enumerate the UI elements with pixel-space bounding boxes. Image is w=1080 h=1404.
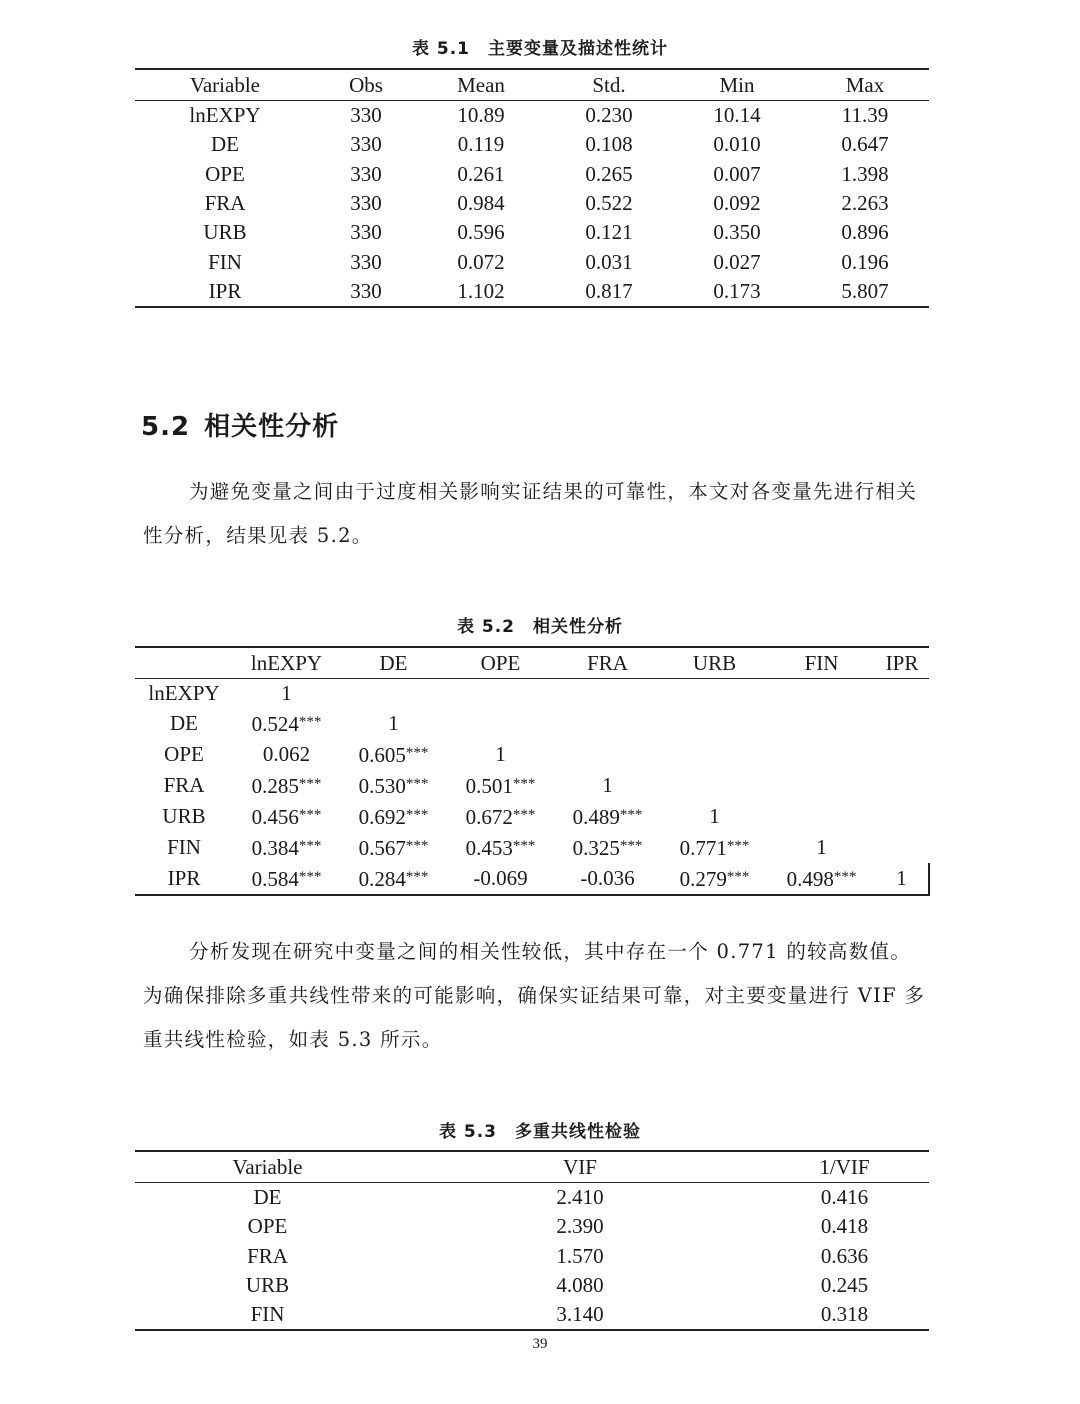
table-cell [447, 739, 554, 770]
table-cell: 0.261 [457, 161, 505, 186]
table-cell [447, 863, 554, 895]
table-cell [661, 863, 768, 895]
page-number: 39 [532, 1336, 548, 1352]
coefficient-value: 0.062 [262, 742, 311, 767]
table-cell: 2.263 [841, 191, 889, 216]
coefficient-value: 1 [709, 804, 720, 829]
coefficient-value: 0.279 [679, 867, 727, 892]
column-header: VIF [400, 1151, 760, 1183]
table-cell [875, 708, 929, 739]
table-row [135, 1271, 929, 1300]
table-cell [875, 679, 929, 709]
vif-table [135, 1150, 929, 1331]
row-label: FRA [247, 1243, 288, 1268]
column-header: DE [340, 647, 447, 679]
table-row [135, 1183, 929, 1213]
descriptive-statistics-table [135, 68, 929, 308]
table-cell: 0.265 [585, 161, 633, 186]
table-row [135, 1300, 929, 1330]
row-label: OPE [247, 1214, 288, 1239]
table-row [135, 1212, 929, 1241]
table-row [135, 160, 929, 189]
caption-number: 表 5.3 [438, 1122, 498, 1142]
table-cell: 0.522 [585, 191, 633, 216]
table-cell [447, 770, 554, 801]
table-cell: 1.398 [841, 161, 889, 186]
table-cell: 0.596 [457, 220, 505, 245]
table-cell [340, 801, 447, 832]
section-number: 5.2 [141, 412, 191, 442]
caption-title: 主要变量及描述性统计 [488, 39, 669, 59]
table-cell: 0.636 [820, 1243, 869, 1268]
significance-stars: *** [512, 807, 536, 824]
column-header: Variable [135, 69, 315, 101]
significance-stars: *** [619, 807, 643, 824]
table-cell: 330 [350, 161, 382, 186]
table-cell: 0.027 [713, 249, 761, 274]
row-label: DE [211, 132, 239, 157]
table-cell [875, 770, 929, 801]
significance-stars: *** [405, 807, 429, 824]
table-cell [233, 801, 340, 832]
significance-stars: *** [298, 714, 322, 731]
column-header: IPR [875, 647, 929, 679]
row-label: lnEXPY [148, 681, 220, 706]
table-cell [340, 679, 447, 709]
table-cell [768, 739, 875, 770]
table-cell [768, 708, 875, 739]
table-header-row [135, 1151, 929, 1183]
column-header: 1/VIF [760, 1151, 929, 1183]
table-header-row [135, 69, 929, 101]
table-cell [233, 863, 340, 895]
coefficient-value: 0.325 [572, 836, 620, 861]
row-label: DE [253, 1185, 282, 1210]
table-cell: 0.350 [713, 220, 761, 245]
table-cell [447, 832, 554, 863]
significance-stars: *** [512, 838, 536, 855]
significance-stars: *** [405, 776, 429, 793]
table-cell: 330 [350, 220, 382, 245]
table-cell: 11.39 [841, 103, 889, 128]
table-cell [447, 801, 554, 832]
section-heading [141, 406, 339, 443]
table-cell [340, 770, 447, 801]
table-cell [340, 739, 447, 770]
significance-stars: *** [512, 776, 536, 793]
table-cell [661, 708, 768, 739]
table-cell [233, 739, 340, 770]
column-header: Std. [545, 69, 673, 101]
table-cell [875, 801, 929, 832]
coefficient-value: -0.036 [580, 866, 635, 891]
coefficient-value: 1 [495, 742, 506, 767]
table-cell [340, 708, 447, 739]
row-label: FIN [135, 1300, 400, 1330]
significance-stars: *** [405, 838, 429, 855]
table-cell: 0.896 [841, 220, 889, 245]
table-5-1-caption [0, 34, 1080, 59]
table-row [135, 739, 929, 770]
row-label: lnEXPY [189, 103, 261, 128]
table-cell: 0.092 [713, 191, 761, 216]
table-cell [340, 832, 447, 863]
coefficient-value: 0.771 [679, 836, 727, 861]
table-cell [233, 770, 340, 801]
coefficient-value: 1 [816, 835, 827, 860]
significance-stars: *** [726, 869, 750, 886]
coefficient-value: 0.456 [251, 805, 299, 830]
table-cell: 0.318 [760, 1300, 929, 1330]
column-header: Mean [417, 69, 545, 101]
table-cell [768, 770, 875, 801]
column-header [135, 647, 233, 679]
row-label: FRA [204, 191, 246, 216]
table-cell: 0.173 [673, 277, 801, 307]
table-cell: 330 [315, 277, 417, 307]
table-cell [661, 832, 768, 863]
table-cell: 330 [350, 132, 382, 157]
table-cell: 0.984 [457, 191, 505, 216]
table-cell [661, 739, 768, 770]
caption-number: 表 5.1 [411, 39, 471, 59]
table-row [135, 247, 929, 276]
table-cell: 0.647 [841, 132, 889, 157]
table-cell [447, 708, 554, 739]
table-cell [554, 863, 661, 895]
significance-stars: *** [405, 869, 429, 886]
row-label: FIN [167, 835, 201, 860]
coefficient-value: 0.384 [251, 836, 299, 861]
table-cell: 10.89 [457, 103, 505, 128]
correlation-table [135, 646, 930, 896]
significance-stars: *** [405, 745, 429, 762]
row-label: IPR [135, 863, 233, 895]
table-cell: 1.102 [417, 277, 545, 307]
table-cell [875, 739, 929, 770]
table-cell: 2.390 [556, 1214, 604, 1239]
paragraph-correlation-intro [143, 470, 928, 558]
column-header: FIN [768, 647, 875, 679]
significance-stars: *** [298, 869, 322, 886]
caption-title: 相关性分析 [533, 617, 624, 637]
table-row [135, 218, 929, 247]
table-cell: 0.108 [585, 132, 633, 157]
table-cell: 5.807 [801, 277, 929, 307]
table-cell [233, 708, 340, 739]
row-label: FRA [163, 773, 205, 798]
table-cell: 0.418 [820, 1214, 869, 1239]
table-row [135, 679, 929, 709]
significance-stars: *** [726, 838, 750, 855]
table-cell [554, 770, 661, 801]
column-header: URB [661, 647, 768, 679]
column-header: OPE [447, 647, 554, 679]
table-cell: 0.119 [457, 132, 505, 157]
table-row [135, 101, 929, 131]
table-cell [661, 679, 768, 709]
table-row [135, 708, 929, 739]
table-cell: 0.010 [713, 132, 761, 157]
table-cell: 4.080 [556, 1273, 604, 1298]
significance-stars: *** [298, 838, 322, 855]
coefficient-value: 0.692 [358, 805, 406, 830]
coefficient-value: 0.489 [572, 805, 620, 830]
row-label: OPE [205, 161, 245, 186]
table-cell [554, 801, 661, 832]
significance-stars: *** [298, 776, 322, 793]
table-cell: 10.14 [713, 103, 761, 128]
paragraph-text: 分析发现在研究中变量之间的相关性较低，其中存在一个 0.771 的较高数值。为确保排除多重共线性带来的可能影响，确保实证结果可靠，对主要变量进行 VIF 多重共线性检验，如表 5.3 所示。 [143, 940, 926, 1051]
column-header: Obs [315, 69, 417, 101]
coefficient-value: 0.501 [465, 774, 513, 799]
table-cell [875, 832, 929, 863]
caption-title: 多重共线性检验 [515, 1122, 642, 1142]
row-label: FIN [208, 249, 242, 274]
table-row [135, 130, 929, 159]
coefficient-value: -0.069 [473, 866, 528, 891]
coefficient-value: 0.530 [358, 774, 406, 799]
table-header-row [135, 647, 929, 679]
table-cell [554, 679, 661, 709]
table-cell: 0.416 [820, 1185, 869, 1210]
table-cell [661, 770, 768, 801]
table-cell [233, 832, 340, 863]
column-header: FRA [554, 647, 661, 679]
table-cell: 0.245 [820, 1273, 869, 1298]
coefficient-value: 0.285 [251, 774, 299, 799]
row-label: URB [245, 1273, 290, 1298]
table-cell: 0.196 [841, 249, 889, 274]
table-row [135, 801, 929, 832]
table-cell: 0.072 [457, 249, 505, 274]
table-cell [768, 832, 875, 863]
coefficient-value: 1 [896, 866, 907, 891]
table-cell: 2.410 [556, 1185, 604, 1210]
paragraph-vif-intro [143, 930, 928, 1062]
coefficient-value: 0.524 [251, 712, 299, 737]
paragraph-text: 为避免变量之间由于过度相关影响实证结果的可靠性，本文对各变量先进行相关性分析，结果见表 5.2。 [143, 480, 918, 547]
table-row [135, 277, 929, 307]
significance-stars: *** [619, 838, 643, 855]
table-cell: 0.121 [585, 220, 633, 245]
table-cell [768, 863, 875, 895]
row-label: URB [203, 220, 247, 245]
table-cell [875, 863, 929, 895]
coefficient-value: 0.567 [358, 836, 406, 861]
table-cell [768, 801, 875, 832]
table-cell: 1.570 [556, 1243, 604, 1268]
table-5-3-caption [0, 1117, 1080, 1142]
coefficient-value: 0.605 [358, 743, 406, 768]
coefficient-value: 0.453 [465, 836, 513, 861]
table-row [135, 1242, 929, 1271]
table-cell: 330 [350, 103, 382, 128]
significance-stars: *** [833, 869, 857, 886]
row-label: IPR [135, 277, 315, 307]
coefficient-value: 1 [281, 681, 292, 706]
table-cell [768, 679, 875, 709]
column-header: Variable [135, 1151, 400, 1183]
table-cell: 0.230 [585, 103, 633, 128]
table-cell: 330 [350, 191, 382, 216]
coefficient-value: 1 [388, 711, 399, 736]
table-cell [661, 801, 768, 832]
table-cell [554, 832, 661, 863]
coefficient-value: 0.284 [358, 867, 406, 892]
row-label: URB [162, 804, 206, 829]
column-header: lnEXPY [233, 647, 340, 679]
table-cell [340, 863, 447, 895]
table-cell: 0.007 [713, 161, 761, 186]
table-cell [554, 708, 661, 739]
table-row [135, 770, 929, 801]
section-title: 相关性分析 [204, 412, 340, 442]
table-cell: 0.817 [545, 277, 673, 307]
coefficient-value: 0.584 [251, 867, 299, 892]
table-cell: 0.031 [585, 249, 633, 274]
table-row [135, 189, 929, 218]
table-cell: 330 [350, 249, 382, 274]
column-header: Max [801, 69, 929, 101]
significance-stars: *** [298, 807, 322, 824]
row-label: OPE [164, 742, 204, 767]
table-5-2-caption [0, 612, 1080, 637]
row-label: DE [170, 711, 198, 736]
table-cell [233, 679, 340, 709]
coefficient-value: 0.498 [786, 867, 834, 892]
table-cell [447, 679, 554, 709]
coefficient-value: 0.672 [465, 805, 513, 830]
coefficient-value: 1 [602, 773, 613, 798]
table-cell [554, 739, 661, 770]
column-header: Min [673, 69, 801, 101]
caption-number: 表 5.2 [456, 617, 516, 637]
table-row [135, 832, 929, 863]
table-cell: 3.140 [400, 1300, 760, 1330]
table-row [135, 863, 929, 895]
